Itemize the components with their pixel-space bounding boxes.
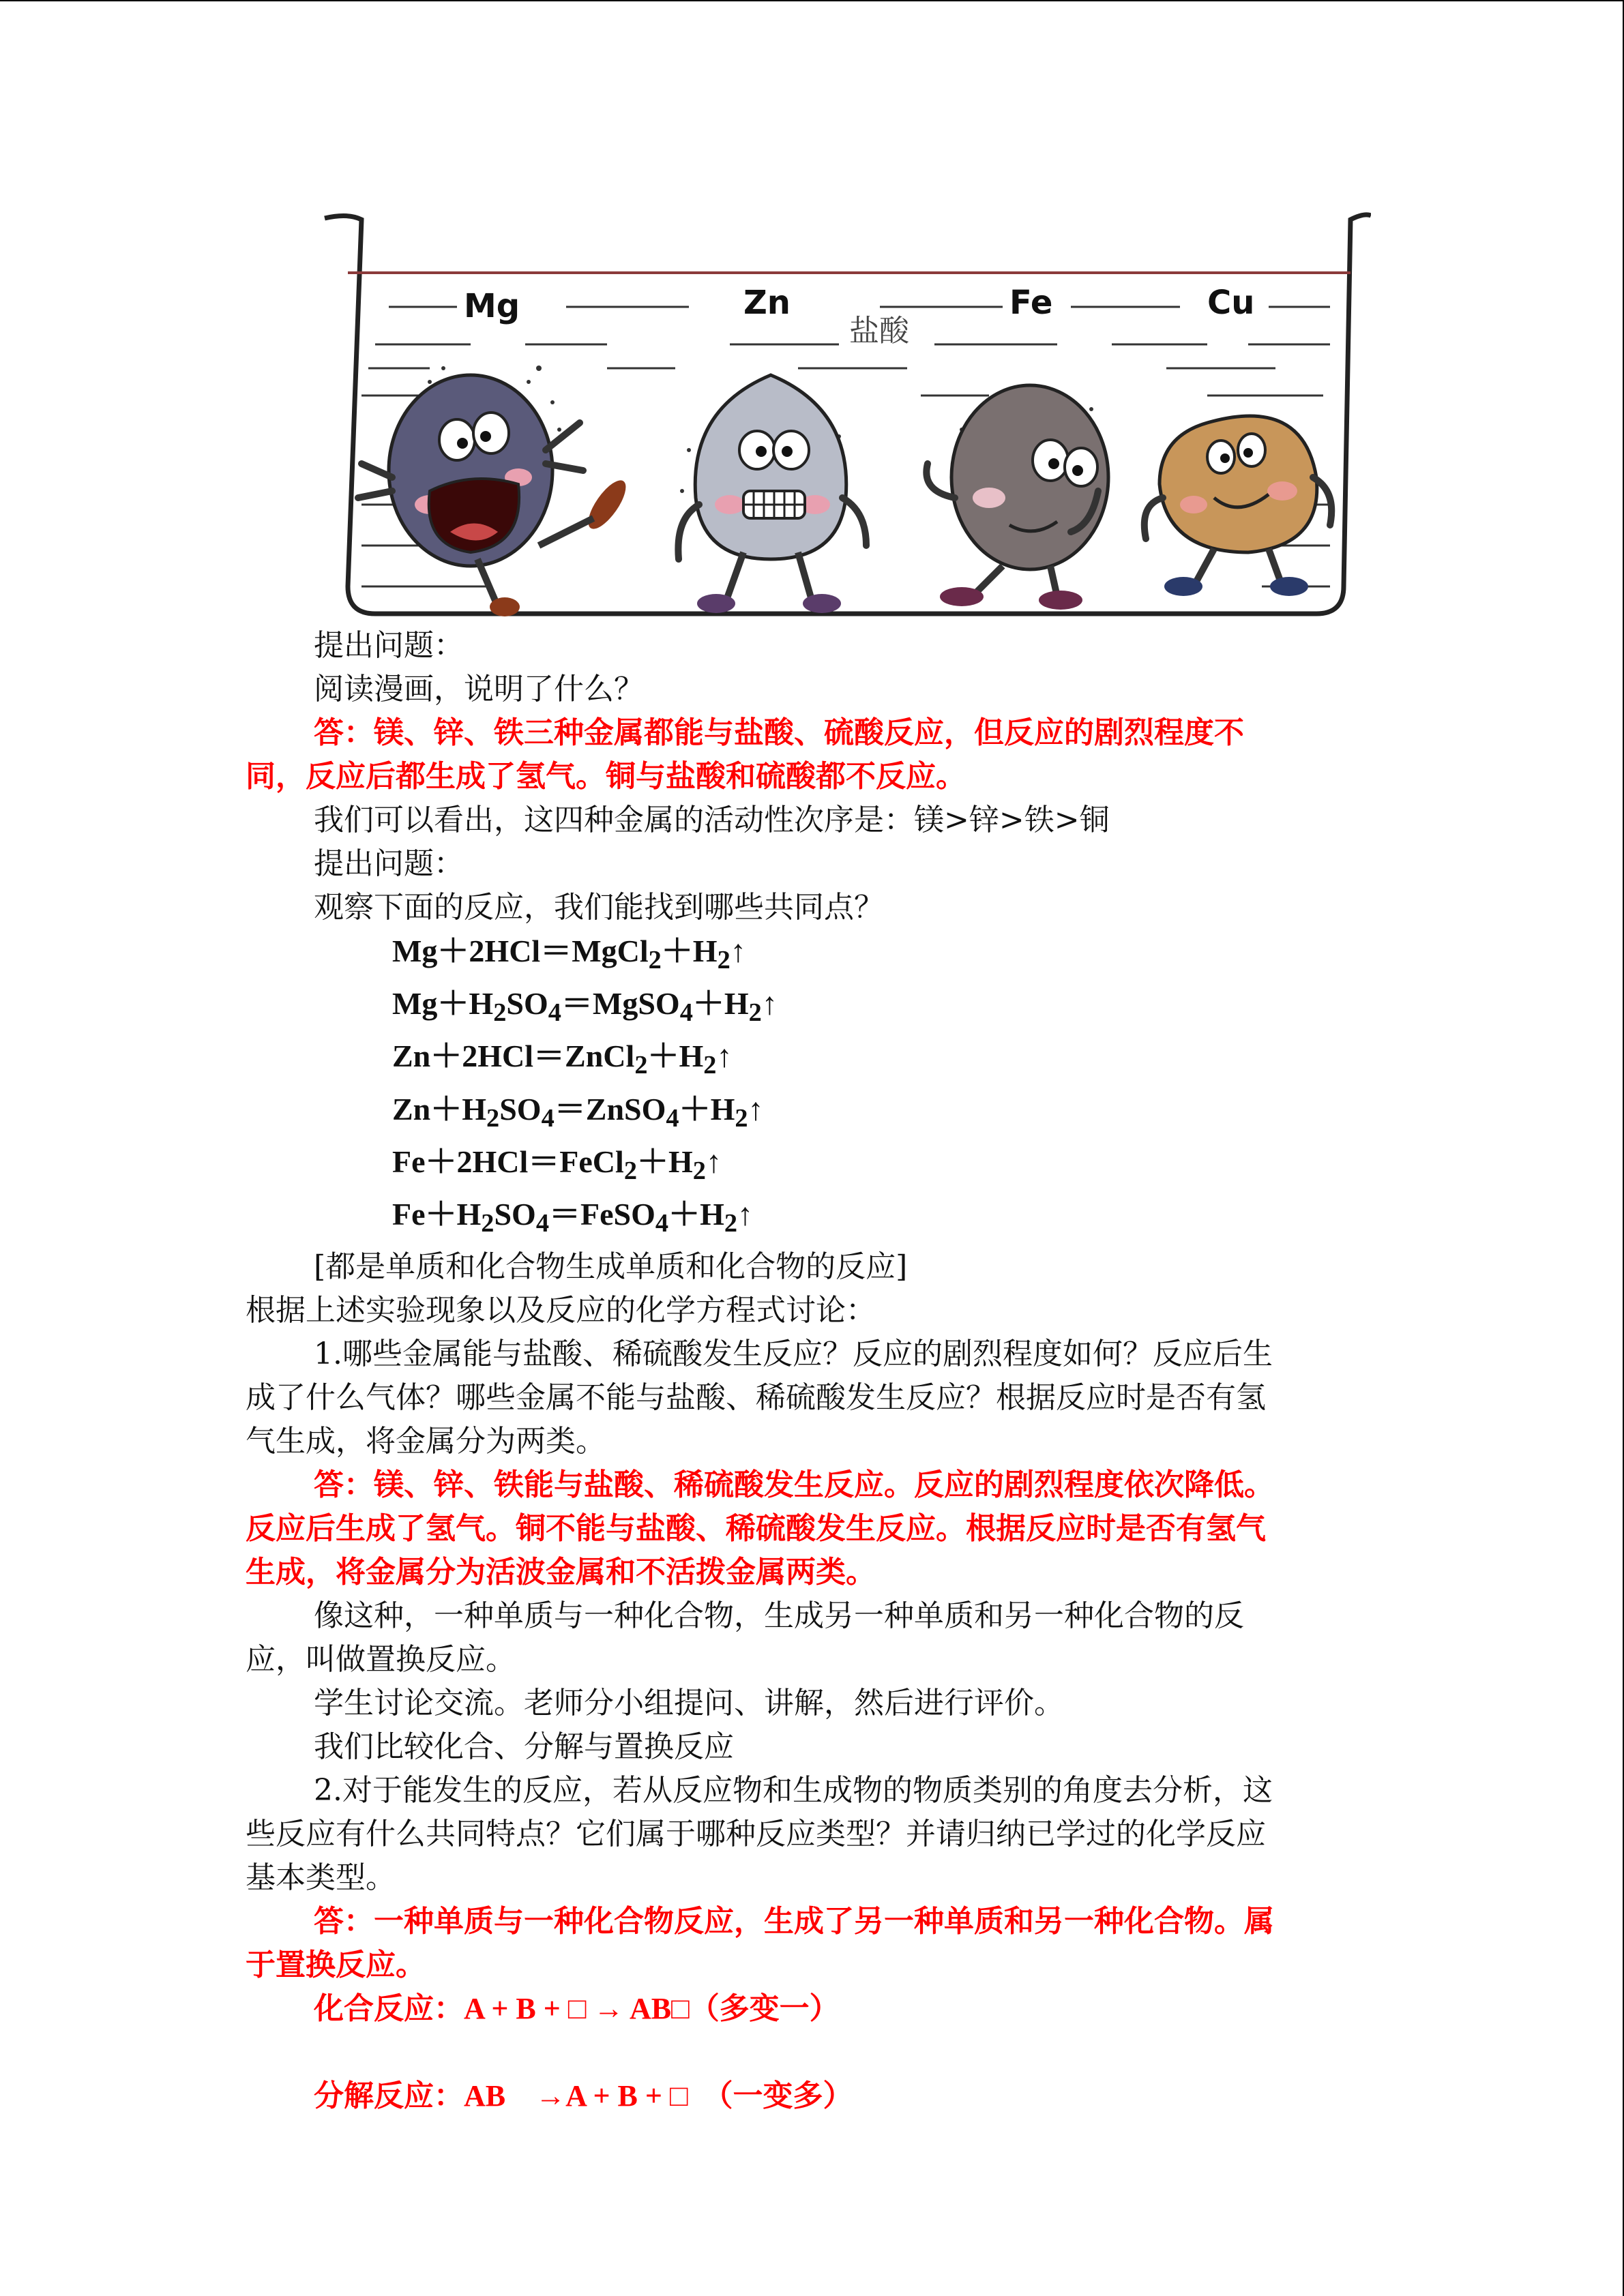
d1-line3: 气生成，将金属分为两类。 <box>246 1424 606 1459</box>
q1-answer-line1: 答：镁、锌、铁三种金属都能与盐酸、硫酸反应，但反应的剧烈程度不 <box>314 715 1244 750</box>
definition-line1: 像这种，一种单质与一种化合物，生成另一种单质和另一种化合物的反 <box>314 1598 1244 1634</box>
d2-line2: 些反应有什么共同特点？它们属于哪种反应类型？并请归纳已学过的化学反应 <box>246 1817 1266 1852</box>
d1-answer-line1: 答：镁、锌、铁能与盐酸、稀硫酸发生反应。反应的剧烈程度依次降低。 <box>314 1467 1274 1503</box>
discussion-intro: 根据上述实验现象以及反应的化学方程式讨论： <box>246 1293 876 1328</box>
label-acid: 盐酸 <box>849 314 909 348</box>
equation-1: $Mg+2HCl=MgCl_2+H_2↑$ <box>392 934 746 975</box>
equation-3: $Zn+2HCl=ZnCl_2+H_2↑$ <box>392 1039 733 1080</box>
q1-question: 阅读漫画，说明了什么？ <box>314 672 644 706</box>
compare-line: 我们比较化合、分解与置换反应 <box>314 1729 734 1765</box>
zn-character <box>678 375 866 613</box>
definition-line2: 应，叫做置换反应。 <box>246 1642 516 1678</box>
metal-acid-cartoon <box>321 205 1371 621</box>
fe-character <box>926 385 1108 610</box>
equation-4: $Zn+H_2SO_4=ZnSO_4+H_2↑$ <box>392 1091 764 1133</box>
d1-line2: 成了什么气体？哪些金属不能与盐酸、稀硫酸发生反应？根据反应时是否有氢 <box>246 1380 1266 1416</box>
label-mg: Mg <box>464 287 520 325</box>
d1-line1: 1.哪些金属能与盐酸、稀硫酸发生反应？反应的剧烈程度如何？反应后生 <box>314 1337 1273 1372</box>
d1-answer-line2: 反应后生成了氢气。铜不能与盐酸、稀硫酸发生反应。根据反应时是否有氢气 <box>246 1511 1266 1547</box>
q1-answer-line2: 同，反应后都生成了氢气。铜与盐酸和硫酸都不反应。 <box>246 759 966 794</box>
d2-line3: 基本类型。 <box>246 1860 396 1896</box>
mg-character <box>358 366 632 616</box>
combination-reaction: 化合反应：A + B + □ → AB□（多变一） <box>314 1991 840 2027</box>
d2-answer-line2: 于置换反应。 <box>246 1948 426 1983</box>
decomposition-reaction: 分解反应：AB →A + B + □ （一变多） <box>314 2078 853 2114</box>
equation-2: $Mg+H_2SO_4=MgSO_4+H_2↑$ <box>392 986 778 1028</box>
lesson-content <box>246 624 1378 2118</box>
bracket-note: [都是单质和化合物生成单质和化合物的反应] <box>314 1249 908 1285</box>
equation-6: $Fe+H_2SO_4=FeSO_4+H_2↑$ <box>392 1196 754 1238</box>
q1-heading: 提出问题： <box>314 628 464 663</box>
d2-answer-line1: 答：一种单质与一种化合物反应，生成了另一种单质和另一种化合物。属 <box>314 1904 1274 1939</box>
equation-5: $Fe+2HCl=FeCl_2+H_2↑$ <box>392 1144 722 1185</box>
activity-conclusion: 我们可以看出，这四种金属的活动性次序是：镁>锌>铁>铜 <box>314 803 1110 837</box>
class-note: 学生讨论交流。老师分小组提问、讲解，然后进行评价。 <box>314 1686 1064 1721</box>
q2-question: 观察下面的反应，我们能找到哪些共同点？ <box>314 890 884 925</box>
label-cu: Cu <box>1207 284 1255 322</box>
d1-answer-line3: 生成，将金属分为活波金属和不活拨金属两类。 <box>246 1555 876 1590</box>
d2-line1: 2.对于能发生的反应，若从反应物和生成物的物质类别的角度去分析，这 <box>314 1773 1273 1808</box>
label-zn: Zn <box>743 284 791 322</box>
cu-character <box>1145 416 1331 596</box>
label-fe: Fe <box>1009 284 1053 322</box>
q2-heading: 提出问题： <box>314 846 464 881</box>
